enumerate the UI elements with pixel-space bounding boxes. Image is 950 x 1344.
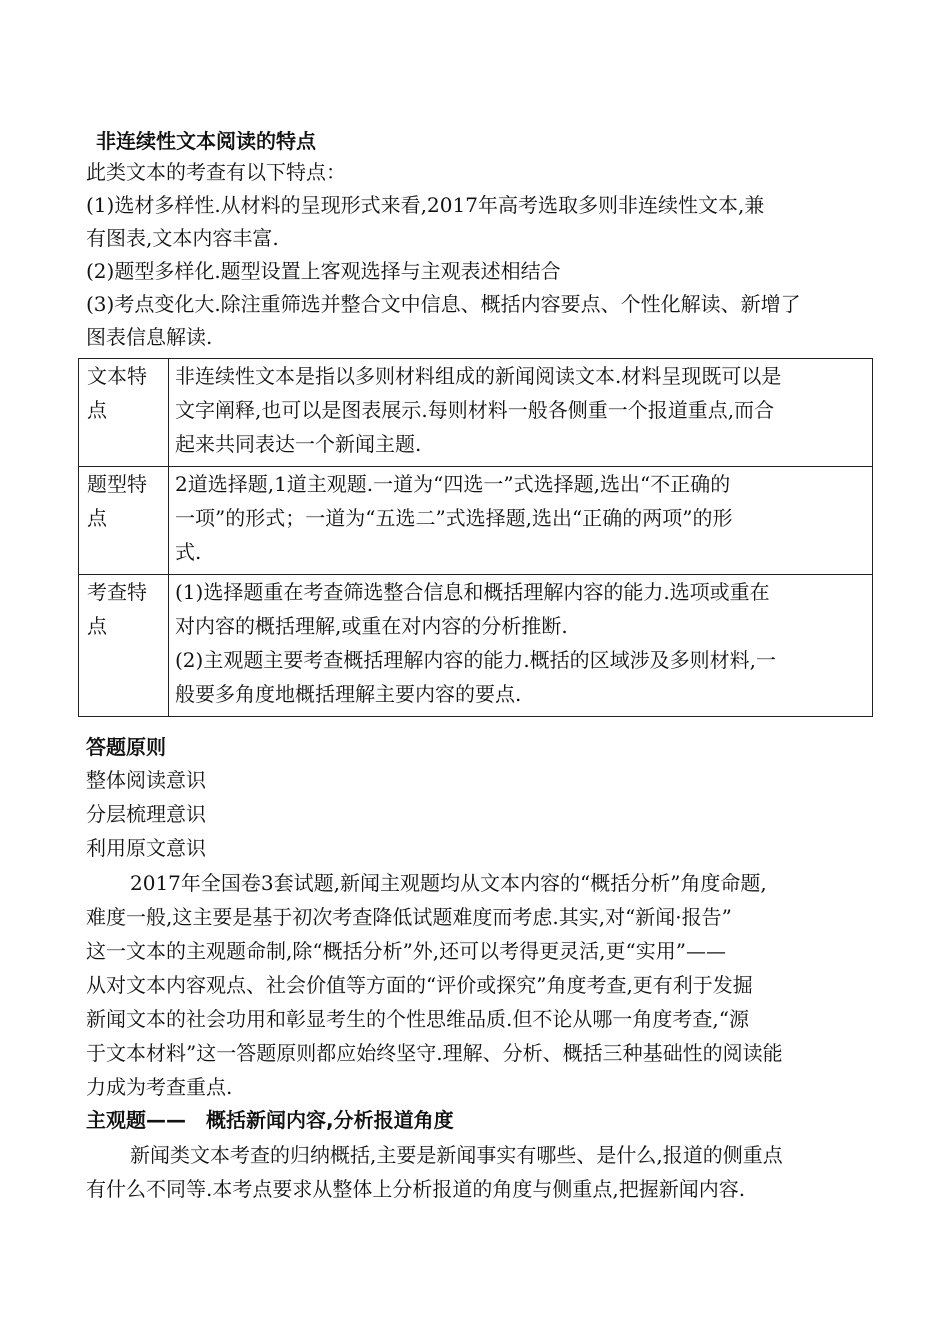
table-row xyxy=(79,359,873,467)
principle-paragraph-line: 从对文本内容观点、社会价值等方面的“评价或探究”角度考查,更有利于发掘 xyxy=(86,973,753,997)
label-line: 点 xyxy=(87,398,107,422)
feature-point-line: (3)考点变化大.除注重筛选并整合文中信息、概括内容要点、个性化解读、新增了 xyxy=(86,292,801,316)
feature-point-line: 图表信息解读. xyxy=(86,325,213,349)
intro-line: 此类文本的考查有以下特点： xyxy=(86,160,346,184)
feature-point-line: (2)题型多样化.题型设置上客观选择与主观表述相结合 xyxy=(86,259,561,283)
principle-paragraph-line: 这一文本的主观题命制,除“概括分析”外,还可以考得更灵活,更“实用”—— xyxy=(86,939,726,963)
row-content-exam-focus xyxy=(169,575,873,717)
label-line: 点 xyxy=(87,506,107,530)
content-line: 一项”的形式；一道为“五选二”式选择题,选出“正确的两项”的形 xyxy=(175,506,733,530)
principle-paragraph-line: 新闻文本的社会功用和彰显考生的个性思维品质.但不论从哪一角度考查,“源 xyxy=(86,1007,749,1031)
label-line: 题型特 xyxy=(87,472,147,496)
principle-item: 分层梳理意识 xyxy=(86,802,206,826)
table-row xyxy=(79,467,873,575)
features-table xyxy=(78,358,873,717)
section-heading-principles: 答题原则 xyxy=(86,735,166,759)
label-line: 考查特 xyxy=(87,580,147,604)
content-line: 对内容的概括理解,或重在对内容的分析推断. xyxy=(175,614,568,638)
subjective-paragraph-line: 新闻类文本考查的归纳概括,主要是新闻事实有哪些、是什么,报道的侧重点 xyxy=(130,1143,783,1167)
principle-item: 利用原文意识 xyxy=(86,836,206,860)
row-content-text-features xyxy=(169,359,873,467)
row-label-question-types xyxy=(79,467,169,575)
content-line: 非连续性文本是指以多则材料组成的新闻阅读文本.材料呈现既可以是 xyxy=(175,364,782,388)
table-row xyxy=(79,575,873,717)
principle-paragraph-line: 于文本材料”这一答题原则都应始终坚守.理解、分析、概括三种基础性的阅读能 xyxy=(86,1041,783,1065)
content-line: (2)主观题主要考查概括理解内容的能力.概括的区域涉及多则材料,一 xyxy=(175,648,777,672)
row-content-question-types xyxy=(169,467,873,575)
content-line: 般要多角度地概括理解主要内容的要点. xyxy=(175,682,522,706)
principle-paragraph-line: 2017年全国卷3套试题,新闻主观题均从文本内容的“概括分析”角度命题, xyxy=(130,871,767,895)
content-line: 起来共同表达一个新闻主题. xyxy=(175,432,422,456)
feature-point-line: (1)选材多样性.从材料的呈现形式来看,2017年高考选取多则非连续性文本,兼 xyxy=(86,193,765,217)
principle-paragraph-line: 难度一般,这主要是基于初次考查降低试题难度而考虑.其实,对“新闻·报告” xyxy=(86,905,732,929)
feature-point-line: 有图表,文本内容丰富. xyxy=(86,226,279,250)
row-label-exam-focus xyxy=(79,575,169,717)
principle-item: 整体阅读意识 xyxy=(86,768,206,792)
label-line: 文本特 xyxy=(87,364,147,388)
row-label-text-features xyxy=(79,359,169,467)
section-heading-subjective: 主观题—— 概括新闻内容,分析报道角度 xyxy=(86,1108,454,1132)
subjective-paragraph-line: 有什么不同等.本考点要求从整体上分析报道的角度与侧重点,把握新闻内容. xyxy=(86,1177,746,1201)
content-line: 式. xyxy=(175,540,202,564)
content-line: 文字阐释,也可以是图表展示.每则材料一般各侧重一个报道重点,而合 xyxy=(175,398,775,422)
label-line: 点 xyxy=(87,614,107,638)
content-line: 2道选择题,1道主观题.一道为“四选一”式选择题,选出“不正确的 xyxy=(175,472,731,496)
principle-paragraph-line: 力成为考查重点. xyxy=(86,1075,233,1099)
content-line: (1)选择题重在考查筛选整合信息和概括理解内容的能力.选项或重在 xyxy=(175,580,770,604)
section-heading-features: 非连续性文本阅读的特点 xyxy=(96,129,316,153)
